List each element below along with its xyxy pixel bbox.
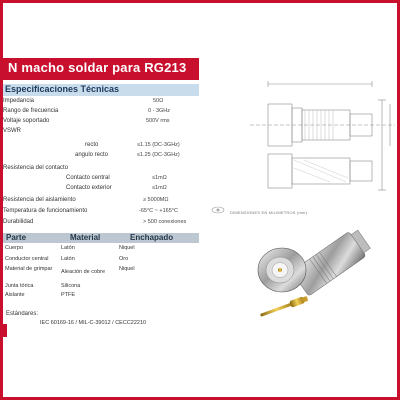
materials-header-plating: Enchapado (130, 233, 174, 242)
spec-value-vswr-straight: ≤1.15 (DC-3GHz) (137, 142, 180, 148)
materials-header-material: Material (70, 233, 101, 242)
frame-top-edge (0, 0, 400, 3)
spec-label-voltage: Voltaje soportado (3, 118, 50, 124)
gold-pin-photo (255, 296, 315, 318)
spec-value-impedance: 50Ω (153, 98, 164, 104)
spec-label-center-contact: Contacto central (66, 175, 110, 181)
spec-label-impedance: Impedancia (3, 98, 35, 104)
material-material-oring: Silicona (61, 283, 81, 289)
material-part-body: Cuerpo (5, 245, 24, 251)
material-plating-center-conductor: Oro (119, 256, 129, 262)
standards-text: IEC 60169-16 / MIL-C-39012 / CECC22210 (40, 320, 147, 326)
material-part-oring: Junta tórica (5, 283, 34, 289)
spec-value-frequency: 0 - 3GHz (148, 108, 171, 114)
dimension-note: DIMENSIONES EN MILIMETROS (mm) (230, 210, 308, 215)
technical-drawing (210, 70, 400, 210)
drawing-section-ferrule (350, 161, 372, 181)
spec-value-insulation: ≥ 5000MΩ (143, 197, 169, 203)
spec-value-outer-contact: ≤1mΩ (152, 185, 167, 191)
material-material-center-conductor: Latón (61, 256, 75, 262)
spec-label-vswr-right-angle: angulo recto (75, 152, 109, 158)
specs-header (3, 84, 199, 96)
drawing-section-nut (268, 154, 292, 188)
spec-label-temperature: Temperatura de funcionamiento (3, 208, 88, 214)
spec-label-vswr: VSWR (3, 128, 21, 134)
material-material-insulator: PTFE (61, 292, 76, 298)
spec-label-frequency: Rango de frecuencia (3, 108, 59, 114)
materials-header-part: Parte (6, 233, 27, 242)
material-part-insulator: Aislante (5, 292, 25, 298)
spec-value-voltage: 500V rms (146, 118, 170, 124)
spec-label-outer-contact: Contacto exterior (66, 185, 112, 191)
spec-value-center-contact: ≤1mΩ (152, 175, 167, 181)
page-title: N macho soldar para RG213 (8, 60, 187, 75)
material-plating-crimp: Niquel (119, 266, 135, 272)
spec-label-vswr-straight: recto (85, 142, 99, 148)
material-material-body: Latón (61, 245, 75, 251)
spec-value-vswr-right-angle: ≤1.25 (DC-3GHz) (137, 152, 180, 158)
standards-label: Estándares: (6, 311, 39, 317)
standards-marker (3, 324, 7, 337)
spec-label-durability: Durabilidad (3, 219, 34, 225)
spec-value-temperature: -65°C ~ +165°C (139, 208, 178, 214)
material-material-crimp: Aleación de cobre (61, 269, 106, 275)
material-plating-body: Niquel (119, 245, 135, 251)
spec-value-durability: > 500 conexiones (143, 219, 187, 225)
spec-label-insulation: Resistencia del aislamiento (3, 197, 76, 203)
dimension-eye-icon (210, 205, 226, 215)
specs-header-label: Especificaciones Técnicas (5, 84, 120, 94)
connector-center-pin (278, 268, 282, 272)
material-part-center-conductor: Conductor central (5, 256, 49, 262)
material-part-crimp: Material de grimpar (5, 266, 53, 272)
spec-label-contact-resistance: Resistencia del contacto (3, 165, 69, 171)
